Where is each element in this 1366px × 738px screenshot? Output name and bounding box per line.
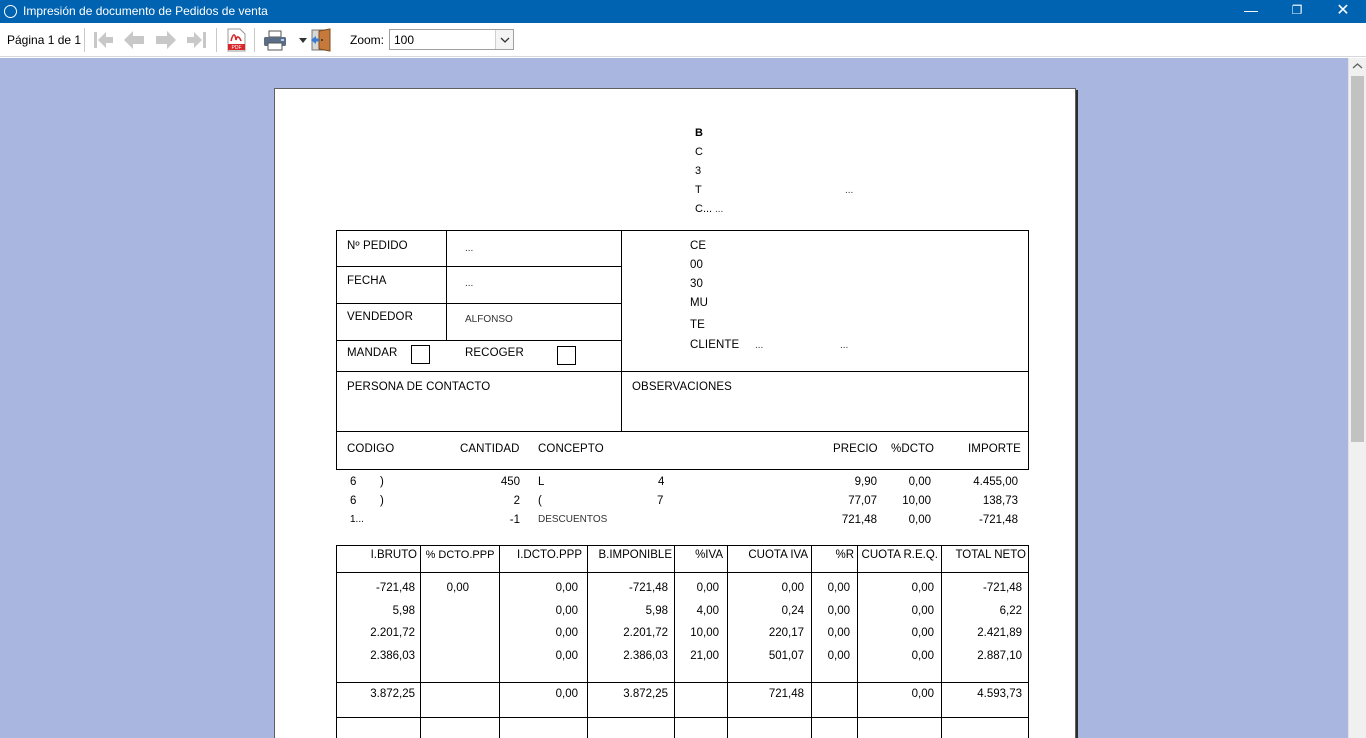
company-phone: T (695, 184, 702, 196)
close-button[interactable]: ✕ (1336, 2, 1350, 19)
totals-col-divider (727, 545, 728, 738)
header-row-line (336, 303, 621, 304)
totals-cell: 0,00 (911, 627, 934, 639)
previous-page-button[interactable] (121, 28, 147, 52)
totals-header: I.BRUTO (370, 549, 417, 561)
col-dcto: %DCTO (891, 443, 935, 455)
totals-cell: 4.593,73 (977, 688, 1022, 700)
totals-cell: 10,00 (690, 627, 719, 639)
totals-cell: 21,00 (690, 650, 719, 662)
recoger-label: RECOGER (465, 347, 524, 359)
totals-cell: 2.386,03 (623, 650, 668, 662)
company-cif: C... (695, 203, 713, 215)
totals-cell: 0,00 (446, 582, 469, 594)
totals-header: % DCTO.PPP (425, 549, 495, 561)
col-cantidad: CANTIDAD (460, 443, 520, 455)
row-codigo: 1... (350, 514, 364, 525)
client-line: 30 (690, 278, 703, 290)
observaciones-label: OBSERVACIONES (632, 381, 732, 393)
totals-header: %IVA (695, 549, 723, 561)
row-importe: 4.455,00 (973, 476, 1018, 488)
col-concepto: CONCEPTO (538, 443, 604, 455)
totals-col-divider (811, 545, 812, 738)
cliente-label: CLIENTE (690, 339, 740, 351)
totals-cell: 0,00 (911, 605, 934, 617)
vertical-scrollbar[interactable] (1348, 58, 1366, 738)
page-info: Página 1 de 1 (7, 33, 82, 47)
totals-cell: 220,17 (768, 627, 804, 639)
row-dcto: 0,00 (908, 476, 931, 488)
client-line: TE (690, 319, 705, 331)
totals-cell: 5,98 (392, 605, 415, 617)
toolbar-separator (84, 28, 85, 52)
totals-cell: 501,07 (768, 650, 804, 662)
row-concepto: DESCUENTOS (538, 514, 608, 525)
scroll-thumb[interactable] (1351, 76, 1364, 442)
totals-box (336, 545, 1029, 738)
totals-cell: -721,48 (628, 582, 668, 594)
exit-button[interactable] (309, 28, 335, 52)
first-page-icon (90, 28, 116, 52)
col-precio: PRECIO (833, 443, 878, 455)
print-options-dropdown[interactable] (290, 28, 302, 52)
next-page-icon (153, 28, 179, 52)
row-importe: -721,48 (978, 514, 1018, 526)
row-codigo: 6 (350, 495, 357, 507)
totals-header: CUOTA IVA (748, 549, 808, 561)
zoom-label: Zoom: (350, 33, 385, 47)
row-importe: 138,73 (982, 495, 1018, 507)
vendedor-label: VENDEDOR (347, 311, 413, 323)
row-concepto-tail: 4 (658, 476, 665, 488)
totals-cell: 0,00 (555, 688, 578, 700)
print-button[interactable] (262, 28, 288, 52)
zoom-select[interactable] (389, 29, 514, 50)
totals-cell: 2.887,10 (977, 650, 1022, 662)
company-address: C (695, 146, 703, 158)
pdf-icon (223, 28, 249, 52)
fecha-label: FECHA (347, 275, 387, 287)
app-icon (4, 5, 17, 18)
chevron-down-icon (496, 30, 514, 49)
totals-cell: 0,00 (911, 582, 934, 594)
totals-cell: 3.872,25 (370, 688, 415, 700)
totals-col-divider (857, 545, 858, 738)
row-precio: 721,48 (841, 514, 877, 526)
row-cantidad: 2 (513, 495, 520, 507)
totals-cell: 0,00 (827, 627, 850, 639)
totals-cell: 0,00 (555, 605, 578, 617)
client-line: MU (690, 297, 709, 309)
restore-button[interactable]: ❐ (1291, 3, 1303, 17)
header-row-line (336, 266, 621, 267)
totals-col-divider (420, 545, 421, 738)
zoom-value: 100 (394, 33, 415, 47)
row-codigo: 6 (350, 476, 357, 488)
next-page-button[interactable] (153, 28, 179, 52)
first-page-button[interactable] (90, 28, 116, 52)
company-name: B (695, 127, 703, 139)
totals-header: %R (835, 549, 854, 561)
totals-cell: 3.872,25 (623, 688, 668, 700)
pedido-value: ... (465, 243, 474, 254)
totals-header: I.DCTO.PPP (517, 549, 582, 561)
row-precio: 9,90 (854, 476, 877, 488)
totals-cell: 2.201,72 (370, 627, 415, 639)
zoom-dropdown-arrow[interactable] (495, 30, 513, 49)
exit-door-icon (309, 28, 335, 52)
totals-cell: 0,00 (555, 650, 578, 662)
fecha-value: ... (465, 278, 474, 289)
scroll-up-button[interactable] (1349, 58, 1366, 75)
cliente-extra: ... (840, 340, 849, 351)
document-page (274, 88, 1076, 738)
row-codigo-tail: ) (380, 495, 384, 507)
totals-header: CUOTA R.E.Q. (861, 549, 938, 561)
totals-cell: 0,00 (911, 688, 934, 700)
totals-bottom-line (336, 717, 1029, 718)
totals-cell: 0,00 (781, 582, 804, 594)
totals-sum-line (336, 682, 1029, 683)
persona-contacto-label: PERSONA DE CONTACTO (347, 381, 491, 393)
row-cantidad: 450 (500, 476, 520, 488)
title-bar (0, 0, 1366, 23)
col-codigo: CODIGO (347, 443, 395, 455)
chevron-up-icon (1349, 58, 1366, 75)
order-header-box (336, 230, 1029, 432)
toolbar (0, 23, 1366, 57)
totals-cell: 2.201,72 (623, 627, 668, 639)
totals-cell: 0,00 (827, 650, 850, 662)
totals-cell: 0,24 (781, 605, 804, 617)
totals-cell: 2.421,89 (977, 627, 1022, 639)
header-row-line (336, 340, 621, 341)
totals-cell: 2.386,03 (370, 650, 415, 662)
totals-header-line (336, 572, 1029, 573)
totals-cell: 6,22 (999, 605, 1022, 617)
totals-header: B.IMPONIBLE (598, 549, 672, 561)
mandar-checkbox (411, 345, 430, 364)
totals-header: TOTAL NETO (955, 549, 1026, 561)
totals-cell: -721,48 (375, 582, 415, 594)
totals-cell: 5,98 (645, 605, 668, 617)
header-divider (621, 230, 622, 431)
row-concepto: L (538, 476, 545, 488)
mandar-label: MANDAR (347, 347, 398, 359)
minimize-button[interactable]: — (1244, 2, 1258, 18)
row-precio: 77,07 (848, 495, 877, 507)
row-concepto-tail: 7 (657, 495, 664, 507)
totals-col-divider (941, 545, 942, 738)
svg-text:PDF: PDF (231, 45, 242, 51)
cliente-value: ... (755, 340, 764, 351)
toolbar-separator (254, 28, 255, 52)
header-row-line (336, 371, 1029, 372)
totals-cell: -721,48 (982, 582, 1022, 594)
row-concepto: ( (538, 495, 542, 507)
row-dcto: 0,00 (908, 514, 931, 526)
totals-col-divider (587, 545, 588, 738)
printer-icon (262, 28, 288, 52)
vendedor-value: ALFONSO (465, 314, 513, 325)
export-pdf-button[interactable] (223, 28, 249, 52)
last-page-icon (184, 28, 210, 52)
row-codigo-tail: ) (380, 476, 384, 488)
toolbar-separator (216, 28, 217, 52)
col-importe: IMPORTE (968, 443, 1021, 455)
totals-cell: 0,00 (827, 605, 850, 617)
totals-cell: 0,00 (555, 627, 578, 639)
totals-cell: 0,00 (696, 582, 719, 594)
header-label-divider (446, 230, 447, 340)
totals-cell: 0,00 (911, 650, 934, 662)
totals-cell: 0,00 (555, 582, 578, 594)
totals-cell: 721,48 (768, 688, 804, 700)
client-line: 00 (690, 259, 703, 271)
row-dcto: 10,00 (902, 495, 931, 507)
row-cantidad: -1 (509, 514, 520, 526)
company-postal: 3 (695, 165, 702, 177)
last-page-button[interactable] (184, 28, 210, 52)
company-phone-tail: ... (845, 185, 854, 196)
totals-col-divider (499, 545, 500, 738)
document-viewport[interactable] (0, 58, 1348, 738)
company-cif-tail: ... (715, 204, 724, 215)
totals-col-divider (674, 545, 675, 738)
totals-cell: 0,00 (827, 582, 850, 594)
window-title: Impresión de documento de Pedidos de venta (23, 4, 268, 18)
previous-page-icon (121, 28, 147, 52)
pedido-label: Nº PEDIDO (347, 240, 408, 252)
totals-cell: 4,00 (696, 605, 719, 617)
recoger-checkbox (557, 346, 576, 365)
client-line: CE (690, 240, 707, 252)
